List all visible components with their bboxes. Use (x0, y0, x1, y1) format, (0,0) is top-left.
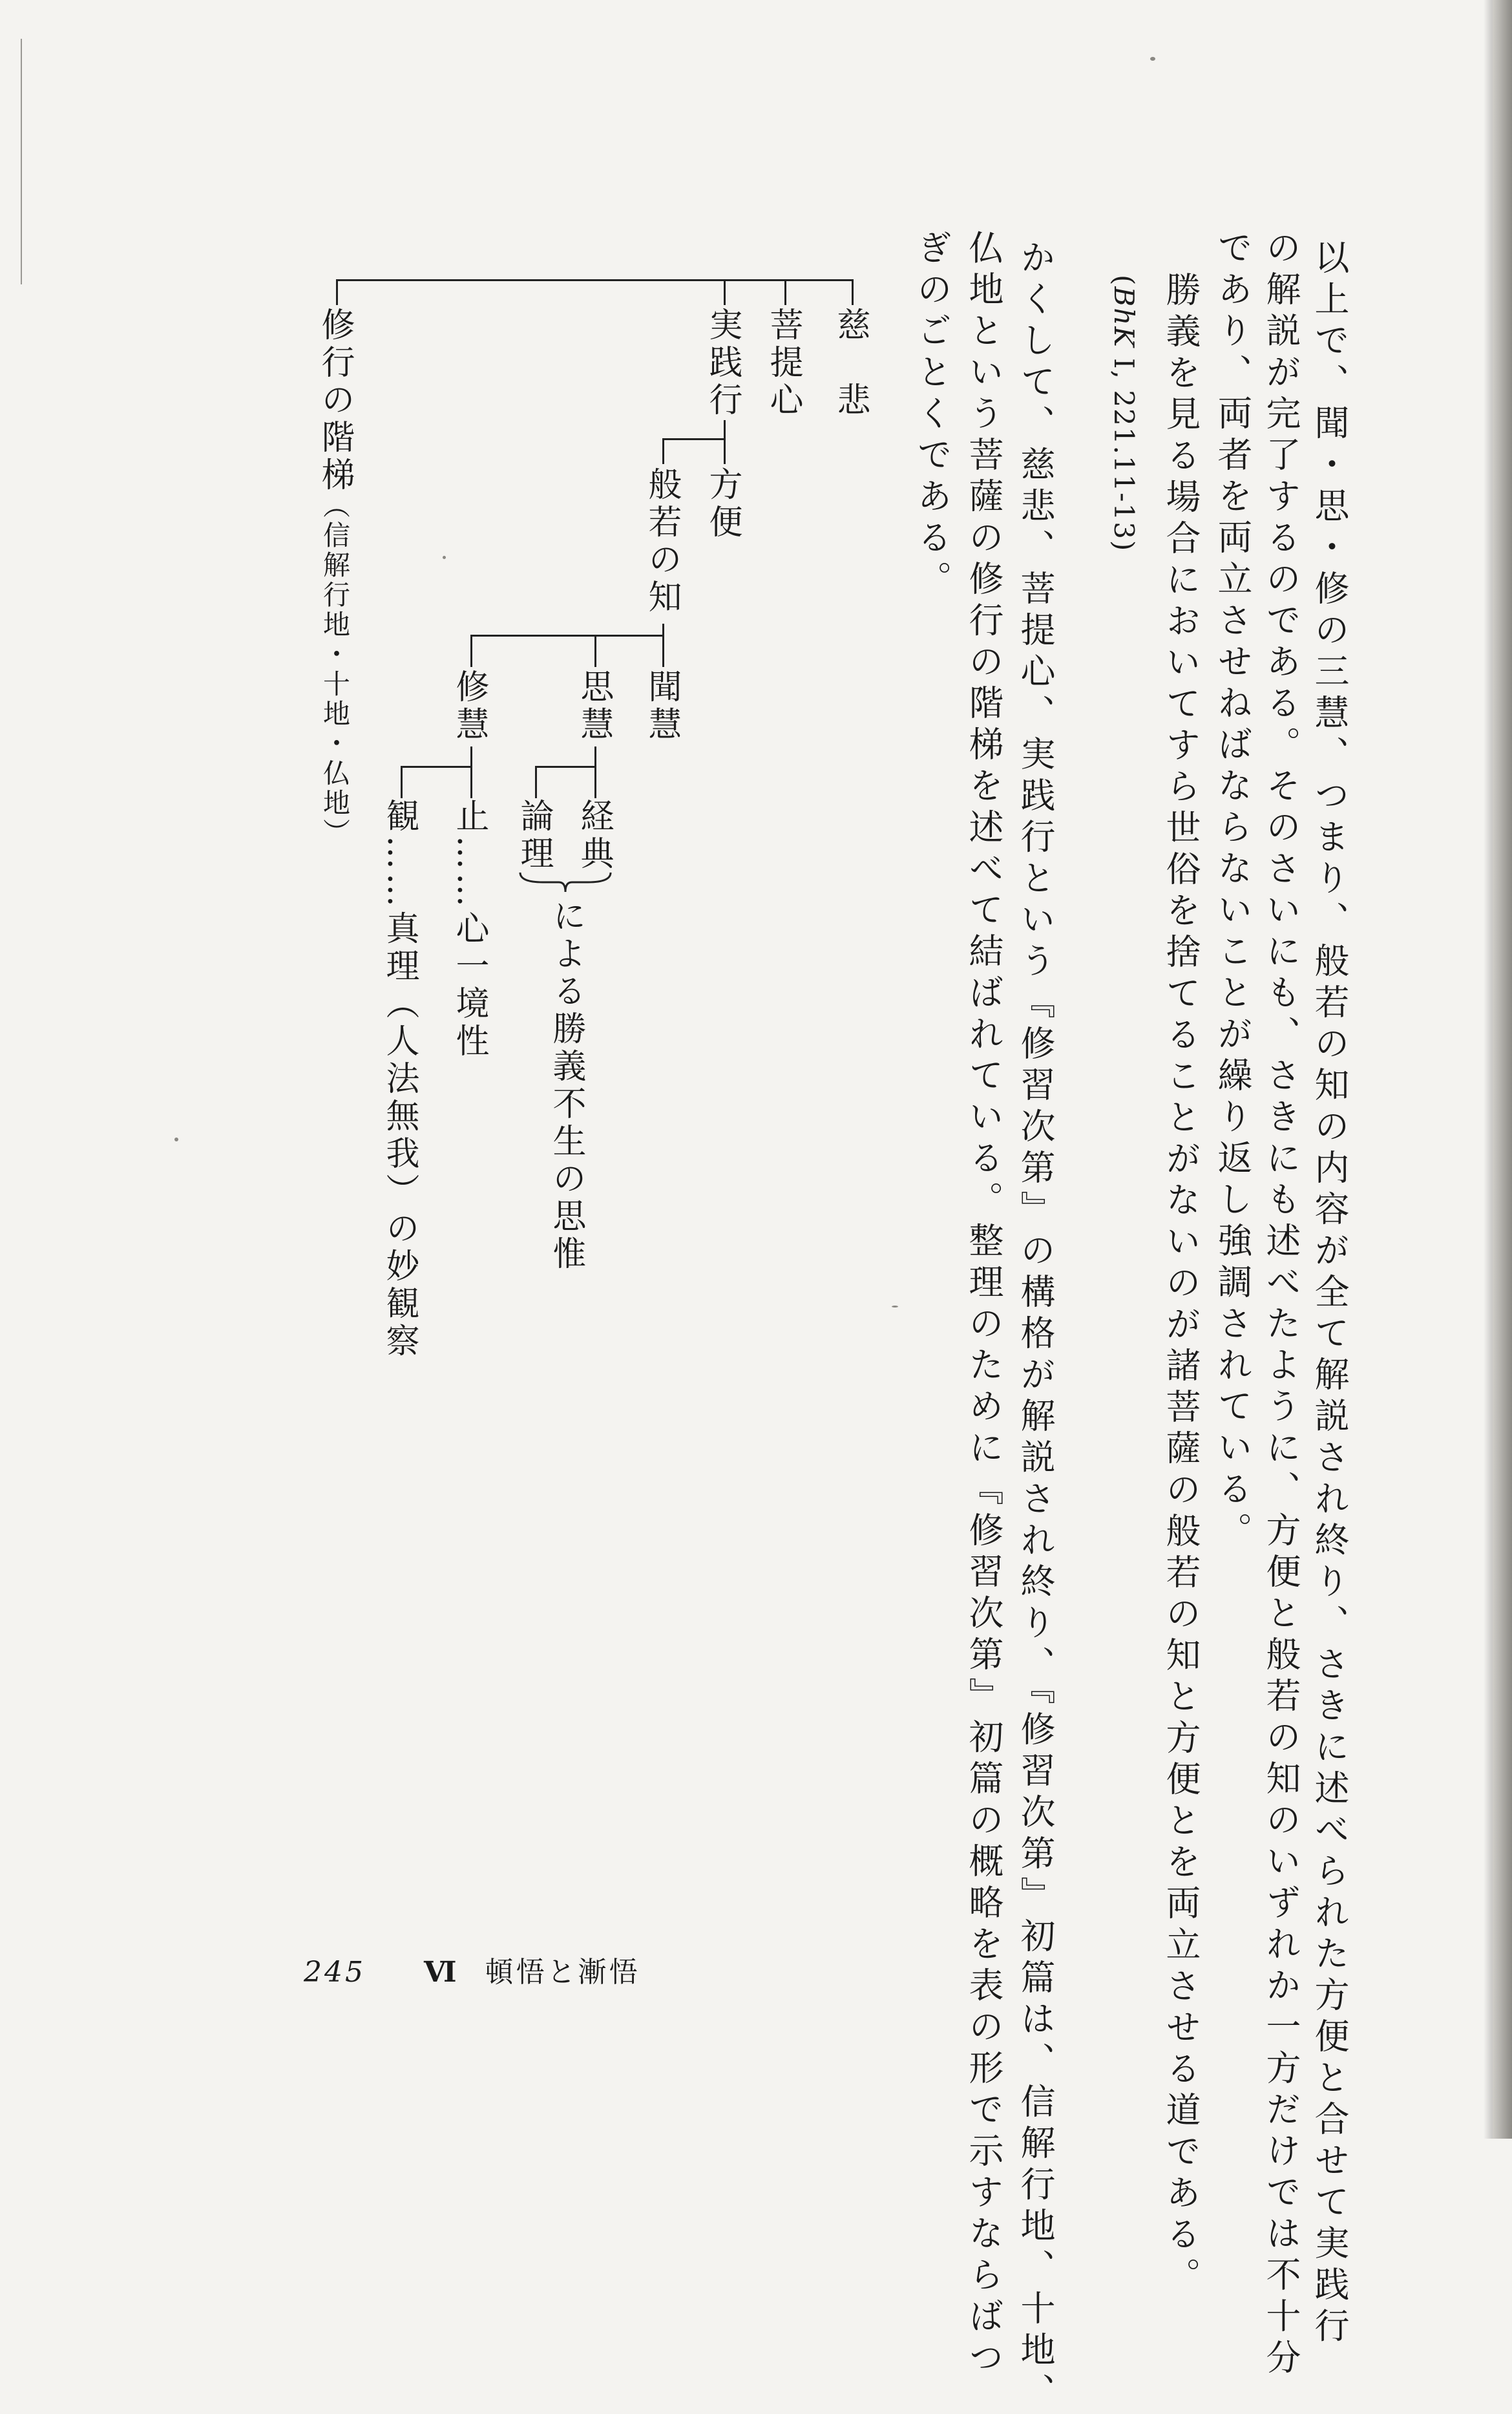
shie-stem (594, 746, 596, 766)
jissengyo-bar (662, 438, 726, 440)
body-line-3: であり、両者を両立させねばならないことが繰り返し強調されている。 (1212, 229, 1253, 1553)
node-hannya: 般若の知 (642, 467, 681, 617)
shie-bar (535, 766, 596, 768)
drop-kan (401, 766, 403, 798)
trunk-line (336, 279, 853, 281)
node-shie: 思慧 (574, 669, 613, 744)
body-line-6: ぎのごとくである。 (912, 229, 952, 602)
page-number: 245 (304, 1956, 366, 1989)
node-shue: 修慧 (450, 669, 488, 744)
body-line-2: の解説が完了するのである。そのさいにも、さきにも述べたように、方便と般若の知のいずれか一方だけでは不十分 (1261, 229, 1301, 2380)
drop-hoben (724, 438, 726, 464)
drop-hannya (662, 438, 664, 464)
page-footer (304, 1949, 640, 1990)
hannya-bar (470, 635, 664, 637)
drop-bodaishin (784, 279, 786, 305)
body-line-4: かくして、慈悲、菩提心、実践行という『修習次第』の構格が解説され終り、『修習次第』初篇は、信解行地、十地、 (1015, 239, 1056, 2414)
left-margin-rule (21, 39, 22, 284)
drop-monne (662, 635, 664, 667)
node-ronri: 論理 (514, 798, 553, 873)
page-gutter-shadow (1484, 0, 1493, 2139)
drop-shie (594, 635, 596, 667)
shue-bar (401, 766, 472, 768)
node-kan: 観……真理（人法無我）の妙観察 (380, 798, 419, 1361)
drop-jihi (852, 279, 854, 305)
scan-speck (892, 1306, 898, 1308)
citation-open: ( (1108, 275, 1140, 287)
citation (1108, 275, 1140, 553)
node-monne: 聞慧 (642, 669, 681, 744)
scan-speck (174, 1138, 178, 1141)
scan-speck (443, 556, 446, 559)
node-shie-note: による勝義不生の思惟 (547, 898, 585, 1273)
node-shugyo-note: （信解行地・十地・仏地） (319, 491, 351, 848)
drop-shue (470, 635, 472, 667)
page-edge (1493, 0, 1512, 2139)
quoted-passage: 勝義を見る場合においてすら世俗を捨てることがないのが諸菩薩の般若の知と方便とを両立させる道である。 (1160, 271, 1201, 2298)
drop-shugyo (336, 279, 338, 305)
brace-shie (517, 869, 614, 895)
node-kyoten: 経典 (574, 798, 613, 873)
node-hoben: 方便 (703, 467, 742, 542)
body-line-1: 以上で、聞・思・修の三慧、つまり、般若の知の内容が全て解説され終り、さきに述べられた方便と合せて実践行 (1309, 239, 1350, 2349)
body-line-5: 仏地という菩薩の修行の階梯を述べて結ばれている。整理のために『修習次第』初篇の概略を表の形で示すならばつ (963, 229, 1004, 2380)
node-jissengyo: 実践行 (703, 307, 742, 419)
chapter-title: 頓悟と漸悟 (485, 1956, 640, 1989)
node-bodaishin: 菩提心 (764, 307, 803, 419)
node-shi: 止……心一境性 (450, 798, 488, 1061)
node-jihi: 慈 悲 (831, 307, 870, 419)
citation-ref: I, 221.11-13) (1108, 348, 1140, 553)
drop-jissengyo (724, 279, 726, 305)
jissengyo-stem (724, 420, 726, 439)
citation-source: BhK (1108, 286, 1140, 348)
drop-ronri (535, 766, 537, 798)
drop-kyoten (594, 766, 596, 798)
drop-shi (470, 766, 472, 798)
scan-speck (1150, 57, 1155, 61)
shue-stem (470, 746, 472, 766)
chapter-number: Ⅵ (423, 1956, 459, 1989)
node-shugyo: 修行の階梯 (315, 307, 354, 494)
